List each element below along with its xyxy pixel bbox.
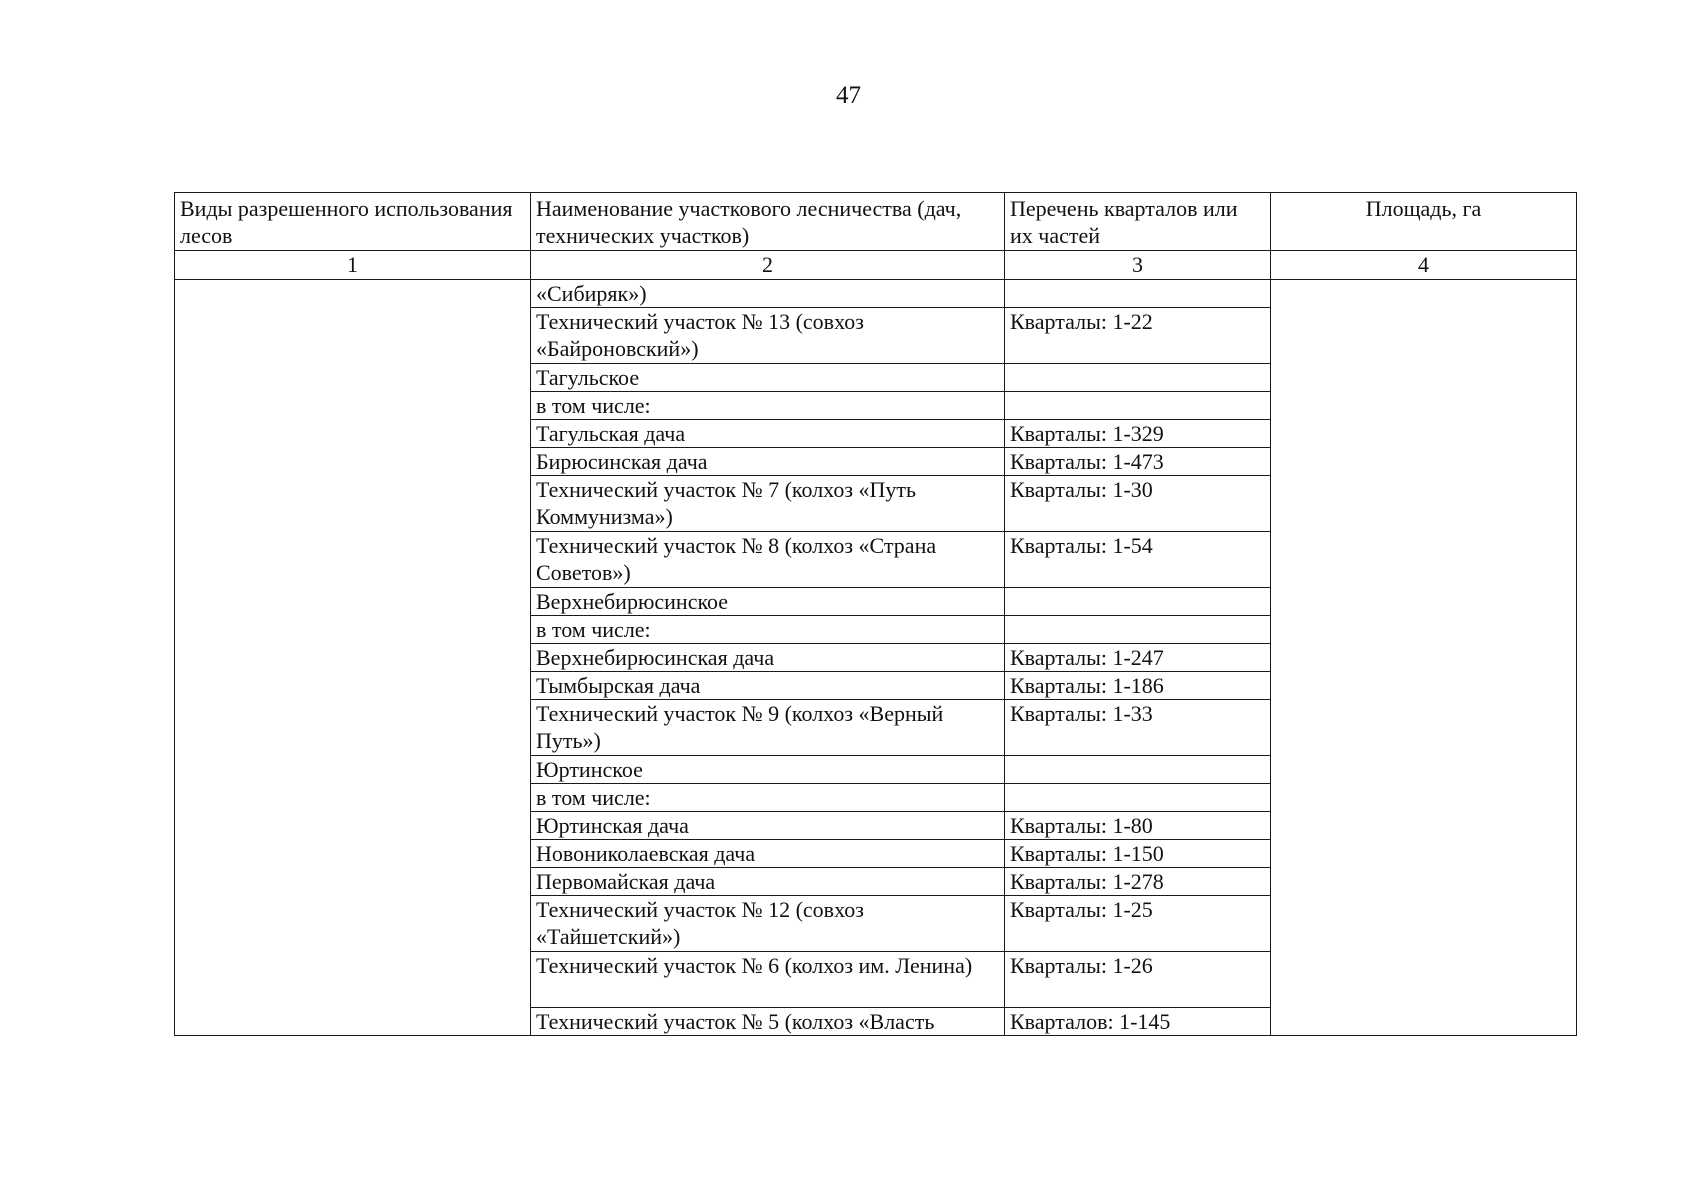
column-number-row (175, 251, 1577, 280)
forestry-name-cell: в том числе: (531, 784, 1005, 812)
forest-use-table (174, 192, 1577, 1036)
quarters-cell: Кварталов: 1-145 (1005, 1008, 1271, 1036)
header-use-types: Виды разрешенного использования лесов (175, 193, 531, 251)
table-row (175, 280, 1577, 308)
quarters-cell: Кварталы: 1-54 (1005, 532, 1271, 588)
quarters-cell (1005, 364, 1271, 392)
forestry-name-cell: Юртинское (531, 756, 1005, 784)
column-number: 3 (1005, 251, 1271, 280)
quarters-cell: Кварталы: 1-186 (1005, 672, 1271, 700)
forestry-name-cell: Тагульская дача (531, 420, 1005, 448)
forestry-name-cell: Верхнебирюсинское (531, 588, 1005, 616)
quarters-cell: Кварталы: 1-473 (1005, 448, 1271, 476)
quarters-cell: Кварталы: 1-33 (1005, 700, 1271, 756)
column-number: 1 (175, 251, 531, 280)
forestry-name-cell: Технический участок № 7 (колхоз «Путь Коммунизма») (531, 476, 1005, 532)
quarters-cell (1005, 784, 1271, 812)
forestry-name-cell: Технический участок № 6 (колхоз им. Ленина) (531, 952, 1005, 1008)
table-header-row (175, 193, 1577, 251)
forestry-name-cell: Верхнебирюсинская дача (531, 644, 1005, 672)
forestry-name-cell: Технический участок № 8 (колхоз «Страна Советов») (531, 532, 1005, 588)
forestry-name-cell: Бирюсинская дача (531, 448, 1005, 476)
forestry-name-cell: в том числе: (531, 616, 1005, 644)
header-area: Площадь, га (1271, 193, 1577, 251)
forestry-name-cell: Технический участок № 12 (совхоз «Тайшетский») (531, 896, 1005, 952)
page-number: 47 (836, 82, 861, 109)
quarters-cell (1005, 588, 1271, 616)
forestry-name-cell: Технический участок № 9 (колхоз «Верный Путь») (531, 700, 1005, 756)
quarters-cell (1005, 756, 1271, 784)
quarters-cell: Кварталы: 1-25 (1005, 896, 1271, 952)
forestry-name-cell: в том числе: (531, 392, 1005, 420)
area-cell (1271, 280, 1577, 1036)
header-forestry-name: Наименование участкового лесничества (дач, технических участков) (531, 193, 1005, 251)
use-type-cell (175, 280, 531, 1036)
quarters-cell: Кварталы: 1-329 (1005, 420, 1271, 448)
quarters-cell: Кварталы: 1-150 (1005, 840, 1271, 868)
forestry-name-cell: Тагульское (531, 364, 1005, 392)
quarters-cell (1005, 616, 1271, 644)
quarters-cell: Кварталы: 1-22 (1005, 308, 1271, 364)
header-quarters: Перечень кварталов или их частей (1005, 193, 1271, 251)
forestry-name-cell: Технический участок № 13 (совхоз «Байроновский») (531, 308, 1005, 364)
quarters-cell: Кварталы: 1-26 (1005, 952, 1271, 1008)
forestry-name-cell: Тымбырская дача (531, 672, 1005, 700)
column-number: 2 (531, 251, 1005, 280)
column-number: 4 (1271, 251, 1577, 280)
quarters-cell: Кварталы: 1-247 (1005, 644, 1271, 672)
forestry-name-cell: Первомайская дача (531, 868, 1005, 896)
forestry-name-cell: Технический участок № 5 (колхоз «Власть (531, 1008, 1005, 1036)
quarters-cell (1005, 392, 1271, 420)
forestry-name-cell: «Сибиряк») (531, 280, 1005, 308)
quarters-cell (1005, 280, 1271, 308)
quarters-cell: Кварталы: 1-30 (1005, 476, 1271, 532)
quarters-cell: Кварталы: 1-278 (1005, 868, 1271, 896)
forestry-name-cell: Юртинская дача (531, 812, 1005, 840)
forestry-name-cell: Новониколаевская дача (531, 840, 1005, 868)
quarters-cell: Кварталы: 1-80 (1005, 812, 1271, 840)
